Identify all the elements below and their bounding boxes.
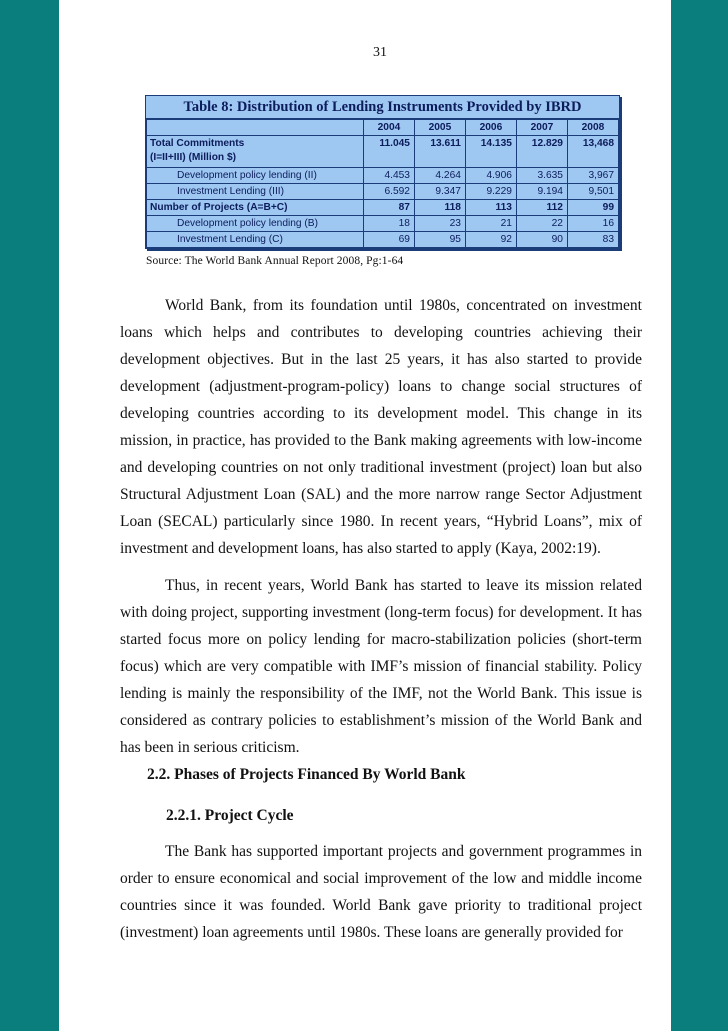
table-cell: 18 (363, 216, 414, 232)
table-row (147, 184, 619, 200)
table-cell: 112 (516, 200, 567, 216)
section-heading: 2.2. Phases of Projects Financed By World Bank (147, 766, 466, 783)
table-cell: 4.264 (414, 168, 465, 184)
table-cell: 83 (567, 232, 618, 248)
table-source-note: Source: The World Bank Annual Report 2008, Pg:1-64 (146, 255, 404, 267)
table-row (147, 232, 619, 248)
row-label-line2: (I=II+III) (Million $) (150, 152, 237, 163)
row-label: Investment Lending (C) (147, 232, 364, 248)
table-title: Table 8: Distribution of Lending Instruments Provided by IBRD (146, 96, 619, 119)
table-cell: 11.045 (363, 136, 414, 168)
year-header: 2006 (465, 120, 516, 136)
table-cell: 90 (516, 232, 567, 248)
right-decorative-bar (671, 0, 728, 1031)
left-decorative-bar (0, 0, 59, 1031)
table-cell: 23 (414, 216, 465, 232)
table-cell: 12.829 (516, 136, 567, 168)
year-header: 2004 (363, 120, 414, 136)
table-cell: 4.906 (465, 168, 516, 184)
table-cell: 113 (465, 200, 516, 216)
subsection-heading: 2.2.1. Project Cycle (166, 807, 294, 824)
table-cell: 3,967 (567, 168, 618, 184)
paragraph-text: World Bank, from its foundation until 1980s, concentrated on investment loans which helps and contributes to developing countries achieving their development objectives. But in the last 25 years, it has also started to provide development (adjustment-program-policy) loans to change social structures of developing countries according to its development model. This change in its mission, in practice, has provided to the Bank making agreements with low-income and developing countries on not only traditional investment (project) loan but also Structural Adjustment Loan (SAL) and the more narrow range Sector Adjustment Loan (SECAL) particularly since 1980. In recent years, “Hybrid Loans”, mix of investment and development loans, has also started to apply (Kaya, 2002:19). (120, 297, 642, 557)
table-cell: 14.135 (465, 136, 516, 168)
body-paragraph (120, 292, 642, 562)
table-row (147, 200, 619, 216)
table-cell: 21 (465, 216, 516, 232)
table-cell: 13,468 (567, 136, 618, 168)
table-cell: 16 (567, 216, 618, 232)
row-label: Development policy lending (B) (147, 216, 364, 232)
header-blank-cell (147, 120, 364, 136)
table-cell: 69 (363, 232, 414, 248)
table-cell: 118 (414, 200, 465, 216)
table-cell: 99 (567, 200, 618, 216)
table-row (147, 136, 619, 168)
row-label: Number of Projects (A=B+C) (147, 200, 364, 216)
table-cell: 92 (465, 232, 516, 248)
year-header: 2008 (567, 120, 618, 136)
table-cell: 6.592 (363, 184, 414, 200)
table-cell: 87 (363, 200, 414, 216)
year-header: 2007 (516, 120, 567, 136)
table-row (147, 168, 619, 184)
table-cell: 22 (516, 216, 567, 232)
body-paragraph (120, 838, 642, 946)
table-cell: 9.347 (414, 184, 465, 200)
table-cell: 3.635 (516, 168, 567, 184)
table-cell: 13.611 (414, 136, 465, 168)
table-cell: 9.229 (465, 184, 516, 200)
table-header-row (147, 120, 619, 136)
row-label: Investment Lending (III) (147, 184, 364, 200)
year-header: 2005 (414, 120, 465, 136)
table-row (147, 216, 619, 232)
paragraph-text: The Bank has supported important projects and government programmes in order to ensure economical and social improvement of the low and middle income countries since it was founded. World Bank gave priority to traditional project (investment) loan agreements until 1980s. These loans are generally provided for (120, 843, 642, 941)
row-label-line1: Total Commitments (150, 138, 245, 149)
table-body (146, 119, 619, 248)
row-label: Development policy lending (II) (147, 168, 364, 184)
row-label (147, 136, 364, 168)
body-paragraph (120, 572, 642, 761)
lending-instruments-table (145, 95, 620, 249)
paragraph-text: Thus, in recent years, World Bank has started to leave its mission related with doing project, supporting investment (long-term focus) for development. It has started focus more on policy lending for macro-stabilization policies (short-term focus) which are very compatible with IMF’s mission of financial stability. Policy lending is mainly the responsibility of the IMF, not the World Bank. This issue is considered as contrary policies to establishment’s mission of the World Bank and has been in serious criticism. (120, 577, 642, 756)
table-cell: 9.194 (516, 184, 567, 200)
table-cell: 4.453 (363, 168, 414, 184)
table-cell: 9,501 (567, 184, 618, 200)
page-number: 31 (373, 45, 387, 60)
table-cell: 95 (414, 232, 465, 248)
